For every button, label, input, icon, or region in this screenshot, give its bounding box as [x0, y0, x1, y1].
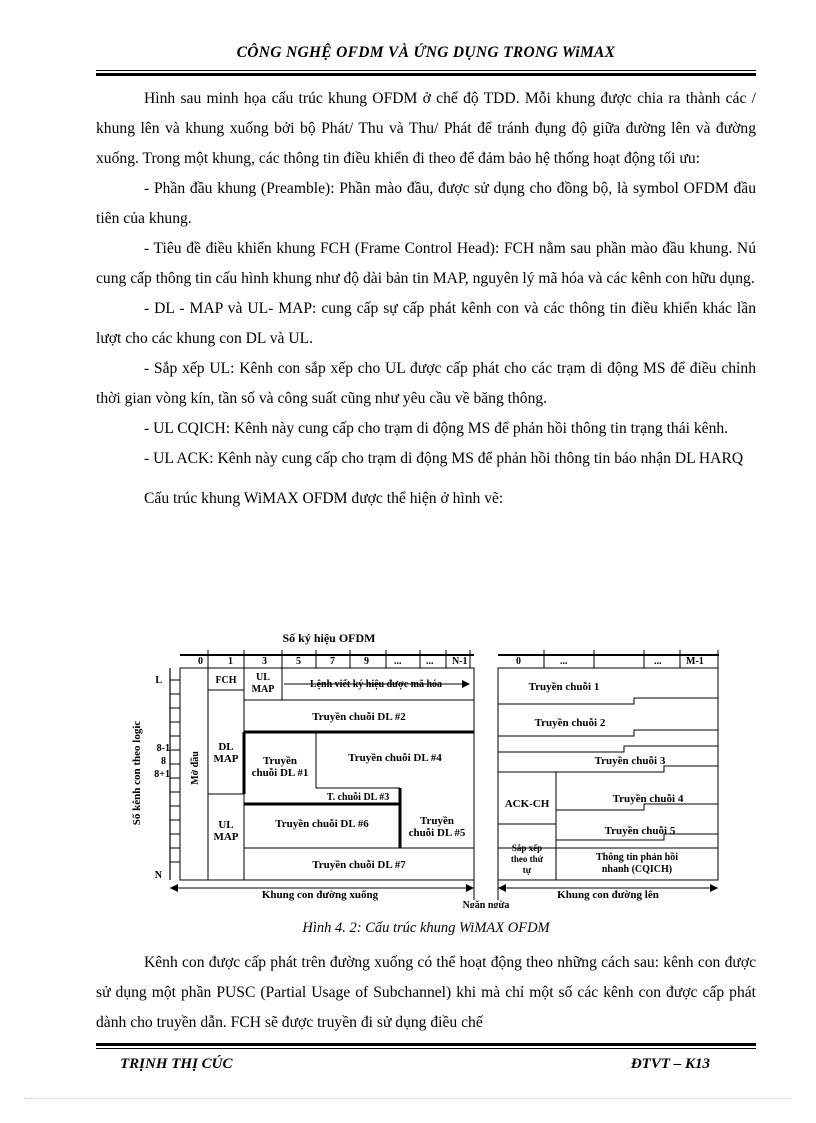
ul-step-line-2 [498, 730, 718, 736]
ul-tick-label: M-1 [686, 656, 704, 667]
dl-tick-label: 3 [262, 656, 267, 667]
y-axis-label: Số kênh con theo logic [131, 720, 143, 826]
dl-tick-label: ... [394, 656, 402, 667]
dl-map-label: MAP [213, 753, 239, 765]
paragraph: Kênh con được cấp phát trên đường xuống có thể hoạt động theo những cách sau: kênh con được sử dụng một phần PUSC (Partial Usage of Subchannel) khi mà chỉ một số các kênh con được cấp phát dành cho truyền dẫn. FCH sẽ được truyền đi sử dụng điều chế [96, 954, 756, 1031]
dl-tick-label: 5 [296, 656, 301, 667]
dl-tick-label: 1 [228, 656, 233, 667]
guard-label: Ngăn ngừa [462, 900, 510, 908]
paragraph: - Tiêu đề điều khiển khung FCH (Frame Control Head): FCH nằm sau phần mào đầu khung. Nú cung cấp thông tin cấu hình khung như độ dài bản tin MAP, nguyên lý mã hóa và các kênh con hữu dụng. [96, 240, 756, 287]
paragraph: - Sắp xếp UL: Kênh con sắp xếp cho UL được cấp phát cho các trạm di động MS để điều chỉnh thời gian vòng kín, tần số và công suất cũng như yêu cầu về băng thông. [96, 360, 756, 407]
paragraph: - UL CQICH: Kênh này cung cấp cho trạm di động MS để phản hồi thông tin trạng thái kênh. [144, 420, 729, 437]
cqich-label: nhanh (CQICH) [601, 864, 673, 875]
footer-class: ĐTVT – K13 [630, 1056, 710, 1072]
paragraph: Hình sau minh họa cấu trúc khung OFDM ở chế độ TDD. Mỗi khung được chia ra thành các / khung lên và khung xuống bởi bộ Phát/ Thu và Thu/ Phát để tránh đụng độ giữa đường lên và đường xuống. Trong một khung, các thông tin điều khiển đi theo để đảm bảo hệ thống hoạt động tối ưu: [96, 90, 756, 167]
body-text [96, 84, 756, 514]
footer-rule-thick [96, 1043, 756, 1046]
dl-tick-label: ... [426, 656, 434, 667]
ul-map-top-label: MAP [251, 684, 275, 695]
page-bottom-dotted-line [24, 1098, 792, 1099]
ul-tick-label: ... [560, 656, 568, 667]
frame-diagram [124, 628, 736, 908]
dl-burst7-label: Truyền chuỗi DL #7 [312, 859, 406, 871]
row-mark: 8-1 [156, 743, 170, 754]
footer-author: TRỊNH THỊ CÚC [120, 1056, 233, 1072]
row-mark: 8+1 [154, 769, 170, 780]
ul-burst2-label: Truyền chuỗi 2 [534, 717, 606, 729]
dl-tick-label: 0 [198, 656, 203, 667]
dl-tick-label: 7 [330, 656, 335, 667]
dl-burst5-label: chuỗi DL #5 [408, 827, 466, 839]
cqich-label: Thông tin phản hồi [596, 852, 678, 863]
frame-structure-figure [124, 628, 736, 908]
ul-map-bottom-label: MAP [213, 831, 239, 843]
header-rule-thick [96, 73, 756, 76]
preamble-label: Mở đầu [190, 751, 201, 785]
dl-burst6-label: Truyền chuỗi DL #6 [275, 818, 369, 830]
dl-map-label: DL [218, 741, 234, 753]
dl-tick-label: 9 [364, 656, 369, 667]
ul-burst3-label: Truyền chuỗi 3 [594, 755, 666, 767]
dl-subframe-label: Khung con đường xuống [261, 889, 379, 901]
ul-burst4-label: Truyền chuỗi 4 [612, 793, 684, 805]
dl-burst4-label: Truyền chuỗi DL #4 [348, 752, 442, 764]
y-axis-ticks [170, 680, 180, 862]
fch-label: FCH [215, 675, 237, 686]
row-mark: 8 [161, 756, 166, 767]
paragraph: - UL ACK: Kênh này cung cấp cho trạm di động MS để phản hồi thông tin báo nhận DL HARQ [144, 450, 744, 467]
dl-burst1-label: chuỗi DL #1 [251, 767, 309, 779]
paragraph: - Phần đầu khung (Preamble): Phần mào đầu, được sử dụng cho đồng bộ, là symbol OFDM đầu tiên của khung. [96, 180, 756, 227]
row-mark: L [155, 675, 162, 686]
footer-rule-thin [96, 1048, 756, 1049]
ranging-label: tự [522, 865, 532, 875]
header-rule-thin [96, 70, 756, 71]
paragraph: Cấu trúc khung WiMAX OFDM được thể hiện ở hình vẽ: [144, 490, 504, 507]
ul-tick-label: ... [654, 656, 662, 667]
dl-burst1-label: Truyền [262, 755, 298, 767]
ranging-label: Sắp xếp [511, 843, 543, 853]
ul-tick-label: 0 [516, 656, 521, 667]
dl-burst2-label: Truyền chuỗi DL #2 [312, 711, 406, 723]
ranging-label: theo thứ [510, 854, 544, 864]
ul-step-line-1 [498, 698, 718, 704]
dl-burst3-label: T. chuỗi DL #3 [326, 792, 390, 803]
row-mark: N [154, 870, 162, 881]
ul-burst5-label: Truyền chuỗi 5 [604, 825, 676, 837]
ul-map-bottom-label: UL [218, 819, 234, 831]
running-header: CÔNG NGHỆ OFDM VÀ ỨNG DỤNG TRONG WiMAX [236, 44, 616, 61]
ul-subframe-label: Khung con đường lên [557, 889, 659, 901]
figure-caption: Hình 4. 2: Cấu trúc khung WiMAX OFDM [302, 920, 550, 936]
body-text-continued [96, 948, 756, 1038]
dl-burst5-label: Truyền [419, 815, 455, 827]
figure-top-title: Số ký hiệu OFDM [282, 631, 376, 645]
paragraph: - DL - MAP và UL- MAP: cung cấp sự cấp phát kênh con và các thông tin điều khiển khác lần lượt cho các khung con DL và UL. [96, 300, 756, 347]
ack-ch-label: ACK-CH [504, 798, 550, 810]
dl-tick-label: N-1 [452, 656, 468, 667]
coded-symbols-label: Lệnh viết ký hiệu được mã hóa [309, 679, 443, 690]
ul-burst1-label: Truyền chuỗi 1 [528, 681, 600, 693]
ul-map-top-label: UL [256, 672, 270, 683]
